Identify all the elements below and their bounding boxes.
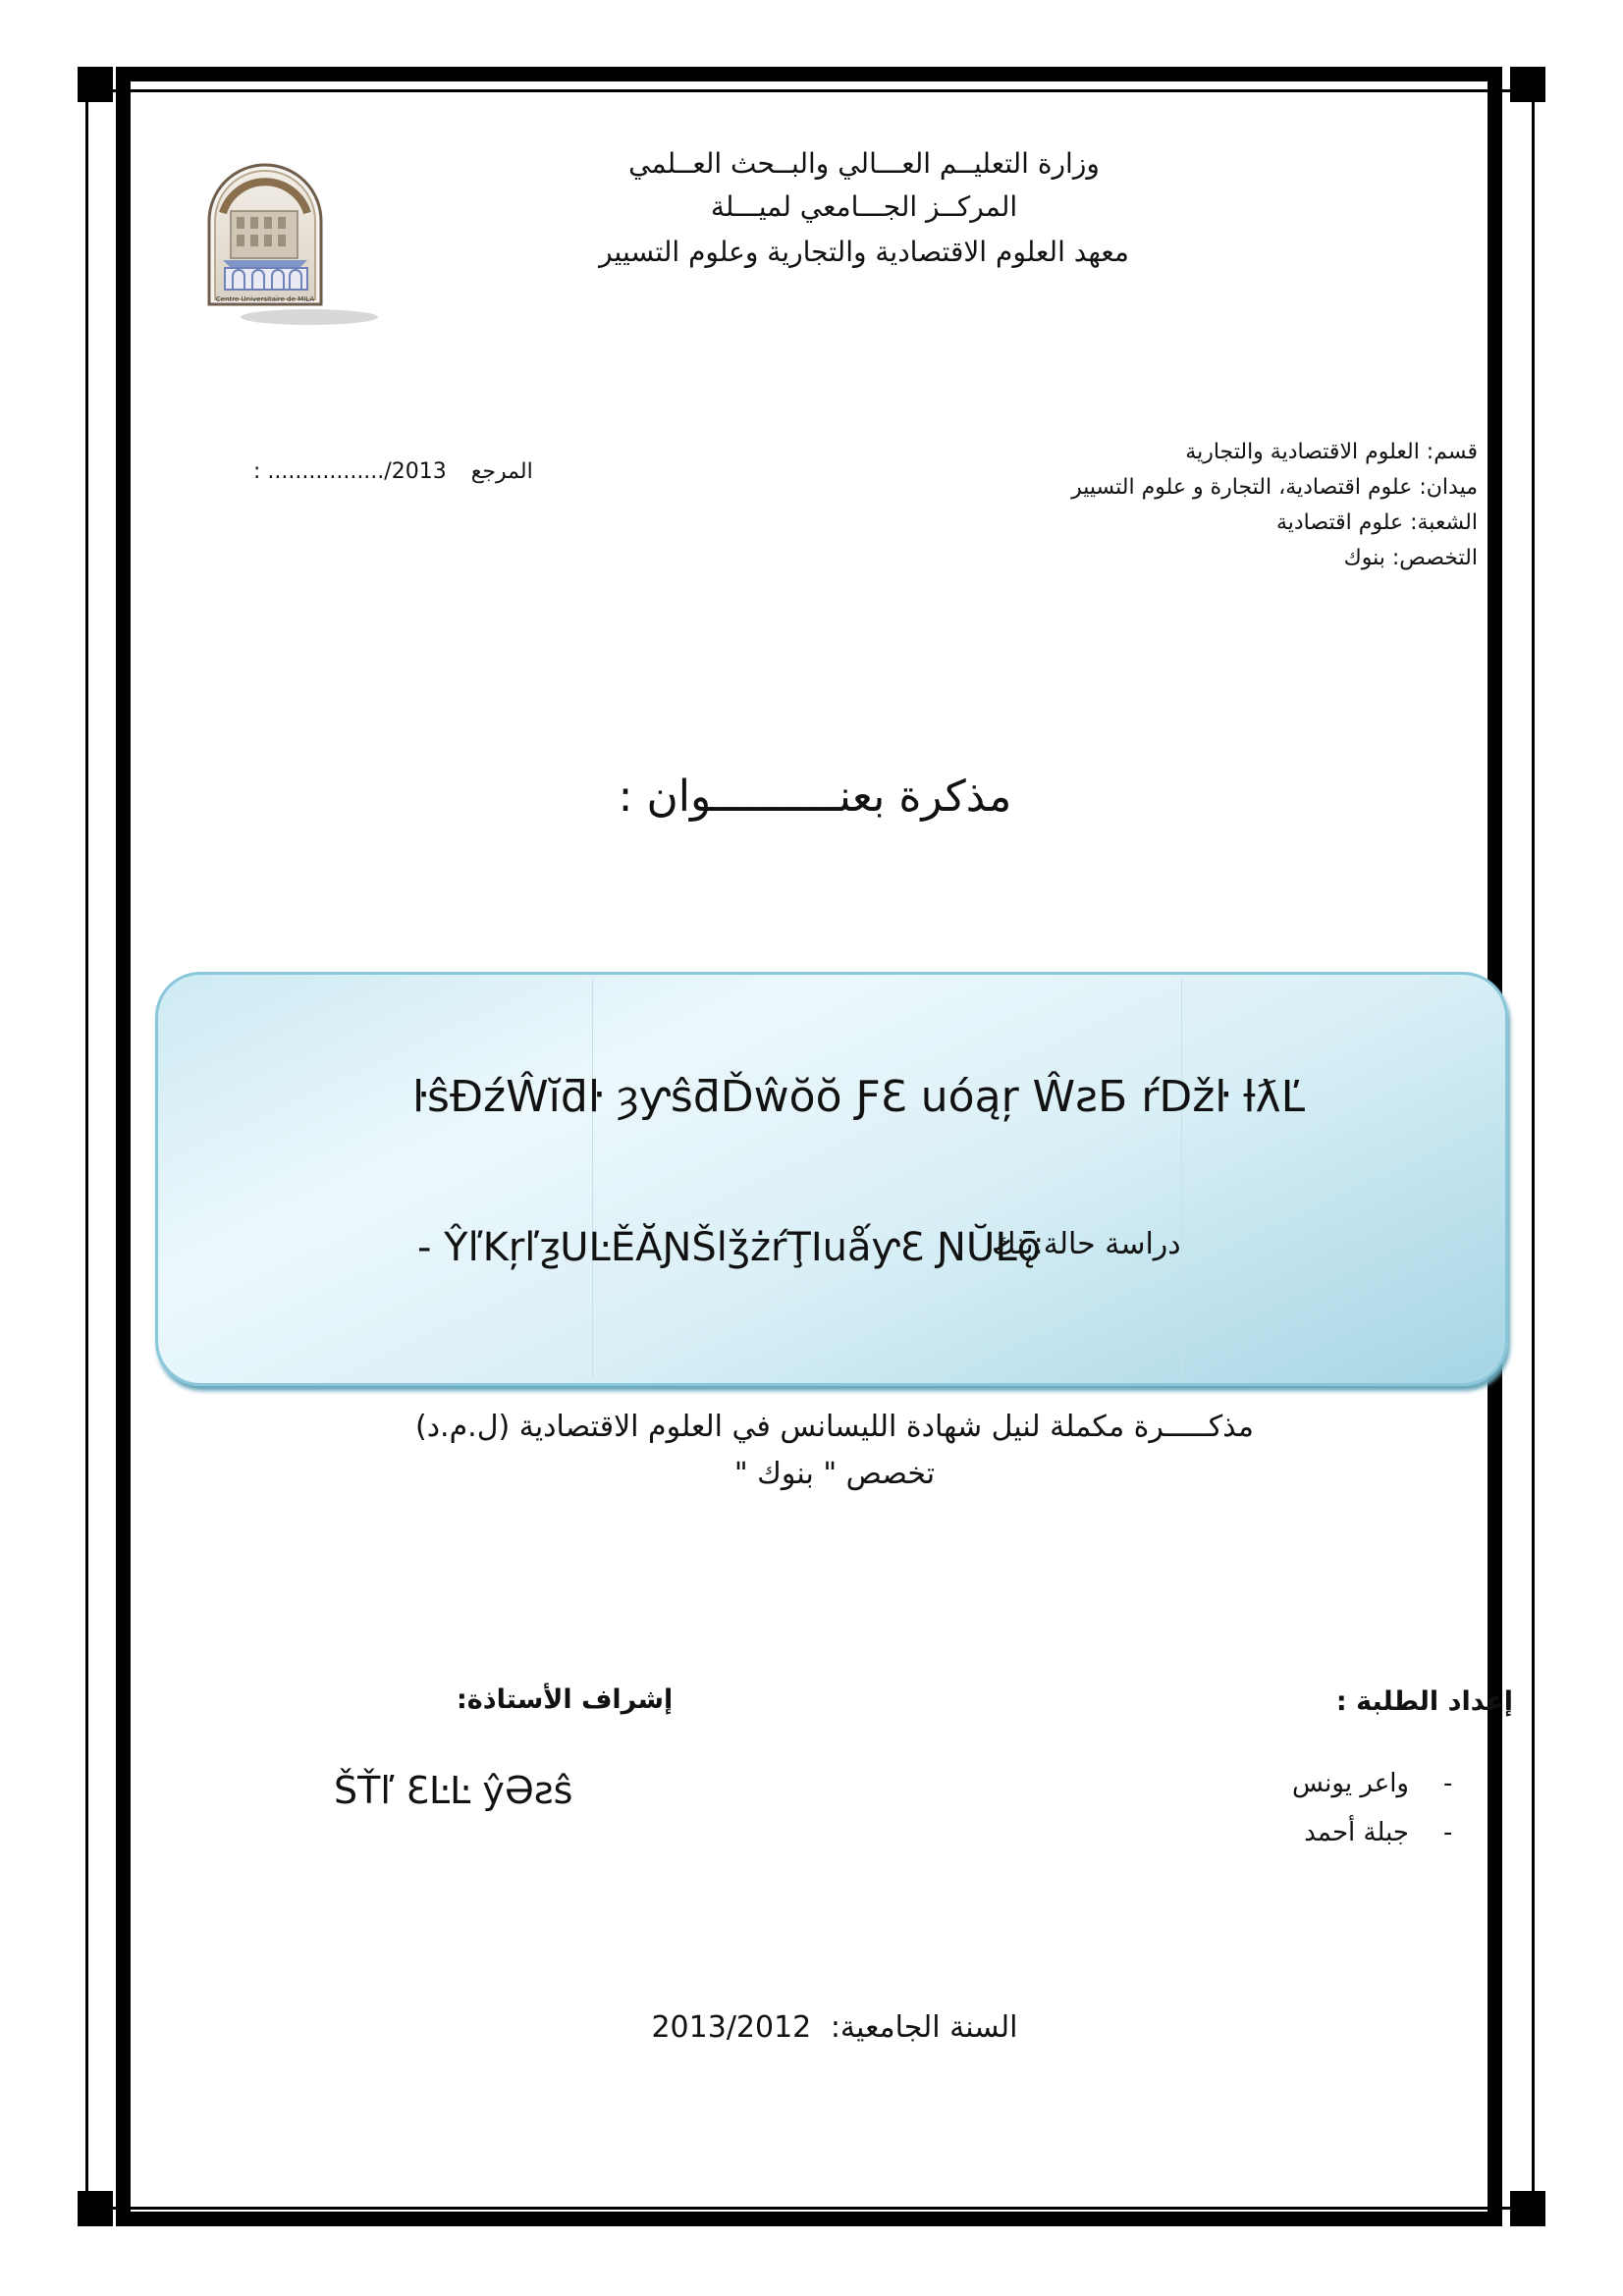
reference-value: : ................./2013 xyxy=(253,459,447,484)
department-line: قسم: العلوم الاقتصادية والتجارية xyxy=(1185,440,1478,464)
academic-year xyxy=(638,2010,1031,2045)
supervisor-name: ŠŤľ ƐĿĿ ŷƏƨŝ xyxy=(334,1769,573,1812)
specialty-line: التخصص: بنوك xyxy=(1343,546,1478,570)
student-name-2: جبلة أحمد xyxy=(1304,1818,1409,1847)
logo-caption: Centre Universitaire de MILA xyxy=(215,295,315,303)
bullet-dash: - xyxy=(1443,1769,1453,1798)
student-name-1: واعر يونس xyxy=(1292,1769,1409,1798)
ministry-name: وزارة التعليــم العـــالي والبــحث العــلمي xyxy=(628,147,1100,180)
reference-line xyxy=(253,459,533,484)
border-corner-bottom-left xyxy=(78,2191,113,2226)
university-logo xyxy=(201,162,393,329)
supervisor-label: إشراف الأستاذة: xyxy=(457,1684,674,1715)
academic-year-value: 2013/2012 xyxy=(651,2010,812,2045)
thesis-title-line1: ŀŝƉźŴĭƌŀ ȝƴŝƌĎŵŏŏ ƑƐ uóąŗ ŴƨƂ ŕDžŀ ƚƛĽ xyxy=(412,1072,1306,1122)
border-corner-top-right xyxy=(1510,67,1545,102)
reference-label: المرجع xyxy=(470,459,533,484)
title-box-divider xyxy=(592,979,593,1379)
university-center-name: المركــز الجـــامعي لميـــلة xyxy=(710,190,1018,223)
thesis-title-line2: - ŶľKŗľƺUĿĚĂƝŠlǯżŕŢIuǻƴƐ ƝŬŁǭ xyxy=(417,1225,1042,1270)
case-study-label: دراسة حالة:بنك xyxy=(992,1227,1181,1261)
branch-line: الشعبة: علوم اقتصادية xyxy=(1275,510,1478,535)
border-corner-bottom-right xyxy=(1510,2191,1545,2226)
students-label: إعداد الطلبة : xyxy=(1335,1686,1513,1717)
field-line: ميدان: علوم اقتصادية، التجارة و علوم التسيير xyxy=(1071,475,1478,500)
degree-specialty: تخصص " بنوك " xyxy=(733,1457,936,1491)
academic-year-label: السنة الجامعية: xyxy=(830,2010,1018,2045)
degree-description: مذكـــــرة مكملة لنيل شهادة الليسانس في العلوم الاقتصادية (ل.م.د) xyxy=(414,1410,1254,1444)
bullet-dash: - xyxy=(1443,1818,1453,1847)
border-corner-top-left xyxy=(78,67,113,102)
memo-title: مذكرة بعنــــــــــوان : xyxy=(618,772,1012,822)
title-box-divider xyxy=(1181,979,1182,1379)
institute-name: معهد العلوم الاقتصادية والتجارية وعلوم التسيير xyxy=(599,236,1129,268)
thesis-title-box xyxy=(155,972,1508,1386)
